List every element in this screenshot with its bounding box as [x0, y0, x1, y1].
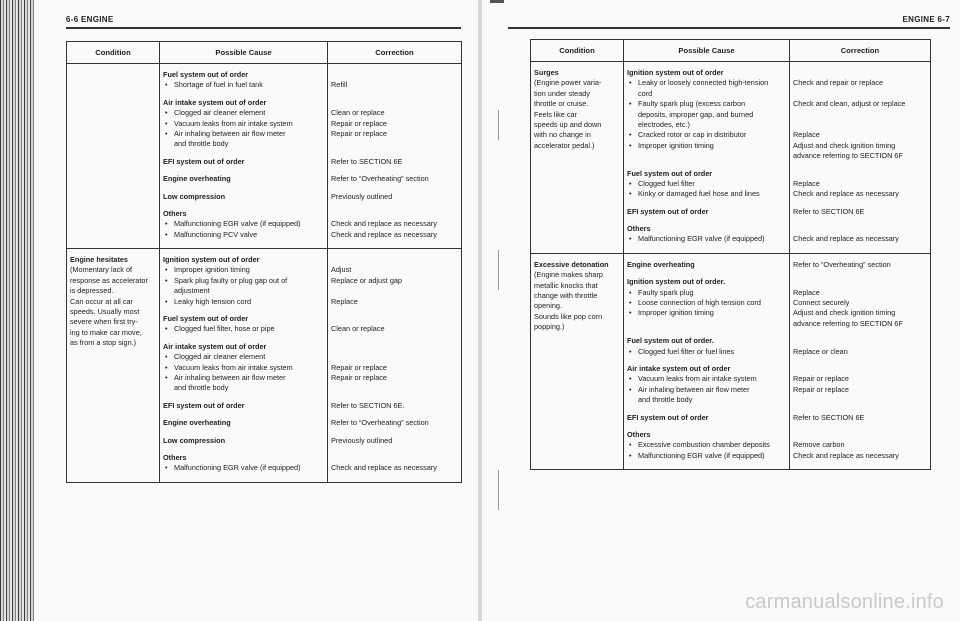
correction-blank — [331, 287, 458, 297]
cause-item-continued: deposits, improper gap, and burned — [638, 110, 754, 119]
cause-item: • Malfunctioning EGR valve (if equipped) — [627, 235, 786, 245]
correction-blank — [331, 454, 458, 464]
correction-item: Clean or replace — [331, 109, 385, 118]
cause-category: EFI system out of order — [163, 157, 245, 166]
spacer — [331, 186, 458, 193]
cause-category: Ignition system out of order. — [627, 278, 726, 287]
spacer — [627, 462, 786, 469]
condition-description: opening. — [534, 302, 562, 311]
spacer — [627, 246, 786, 253]
correction-item: Adjust — [331, 266, 352, 275]
table-body — [67, 64, 462, 483]
spacer — [163, 92, 324, 99]
possible-cause-cell — [624, 62, 790, 254]
spacer — [331, 92, 458, 99]
correction-blank — [793, 337, 927, 347]
cause-category: EFI system out of order — [163, 401, 245, 410]
spacer — [793, 424, 927, 431]
correction-blank — [331, 140, 458, 150]
spacer — [331, 308, 458, 315]
condition-title: Excessive detonation — [534, 260, 609, 269]
spacer — [534, 62, 620, 69]
correction-item: Refer to SECTION 6E — [331, 157, 403, 166]
spacer — [70, 64, 156, 71]
cause-category: Ignition system out of order — [163, 256, 260, 265]
cause-category: EFI system out of order — [627, 207, 709, 216]
column-header-correction: Correction — [328, 42, 462, 64]
condition-description: (Engine makes sharp — [534, 271, 603, 280]
condition-description: speeds up and down — [534, 120, 602, 129]
correction-item: Check and replace as necessary — [793, 235, 899, 244]
cause-item-continued: and throttle body — [174, 384, 229, 393]
spine-mark — [490, 0, 504, 13]
condition-description: accelerator pedal.) — [534, 141, 595, 150]
possible-cause-cell — [624, 253, 790, 469]
book-spine — [478, 0, 482, 621]
cause-category: Fuel system out of order — [627, 169, 713, 178]
correction-item: Repair or replace — [331, 363, 387, 372]
spacer — [163, 64, 324, 71]
spacer — [331, 151, 458, 158]
spacer — [163, 151, 324, 158]
correction-item: Check and repair or replace — [793, 79, 884, 88]
correction-item: Check and replace as necessary — [331, 220, 437, 229]
cause-item: • Malfunctioning PCV valve — [163, 231, 324, 241]
condition-description: tion under steady — [534, 89, 590, 98]
cause-item: • Loose connection of high tension cord — [627, 299, 786, 309]
correction-blank — [331, 256, 458, 266]
correction-item: Refer to “Overheating” section — [331, 175, 429, 184]
spacer — [331, 64, 458, 71]
correction-blank — [793, 170, 927, 180]
spacer — [793, 358, 927, 365]
spacer — [163, 249, 324, 256]
correction-blank — [793, 396, 927, 406]
cause-category: Others — [627, 225, 651, 234]
spacer — [627, 358, 786, 365]
correction-item: Adjust and check ignition timing — [793, 309, 896, 318]
spacer — [331, 168, 458, 175]
condition-description: speeds. Usually most — [70, 308, 140, 317]
correction-item: Replace or adjust gap — [331, 276, 402, 285]
correction-blank — [331, 343, 458, 353]
spacer — [627, 271, 786, 278]
condition-description: ing to make car move, — [70, 328, 142, 337]
correction-item: Connect securely — [793, 299, 850, 308]
condition-description: response as accelerator — [70, 276, 148, 285]
cause-item: • Malfunctioning EGR valve (if equipped) — [163, 464, 324, 474]
condition-description: throttle or cruise. — [534, 100, 589, 109]
cause-item: • Clogged fuel filter, hose or pipe — [163, 325, 324, 335]
cause-item: • Leaky high tension cord — [163, 298, 324, 308]
cause-category: Fuel system out of order — [163, 71, 249, 79]
correction-blank — [793, 225, 927, 235]
correction-item: Repair or replace — [331, 129, 387, 138]
cause-item-continued: and throttle body — [174, 140, 229, 149]
cause-category: Engine overheating — [627, 260, 695, 269]
correction-item: Replace or clean — [793, 347, 848, 356]
condition-description: is depressed. — [70, 287, 114, 296]
cause-item: • Malfunctioning EGR valve (if equipped) — [163, 220, 324, 230]
spacer — [793, 271, 927, 278]
correction-item: Replace — [793, 131, 820, 140]
watermark: carmanualsonline.info — [745, 591, 944, 613]
troubleshooting-table-left — [66, 41, 462, 483]
cause-item: • Faulty spark plug (excess carbon — [627, 100, 786, 110]
cause-item: • Improper ignition timing — [627, 309, 786, 319]
correction-item: Repair or replace — [331, 373, 387, 382]
spacer — [163, 308, 324, 315]
spacer — [627, 201, 786, 208]
spacer — [627, 424, 786, 431]
correction-blank — [331, 99, 458, 109]
cause-category: Air intake system out of order — [163, 342, 267, 351]
cause-item-continued: electrodes, etc.) — [638, 120, 690, 129]
correction-blank — [331, 71, 458, 81]
condition-description: popping.) — [534, 323, 565, 332]
spacer — [163, 447, 324, 454]
spacer — [793, 218, 927, 225]
correction-cell — [328, 249, 462, 483]
correction-item: Previously outlined — [331, 192, 393, 201]
cause-category: Engine overheating — [163, 419, 231, 428]
cause-item: • Air inhaling between air flow meter — [627, 386, 786, 396]
correction-blank — [793, 365, 927, 375]
spacer — [331, 336, 458, 343]
cause-item-continued: and throttle body — [638, 396, 693, 405]
condition-title: Surges — [534, 69, 559, 77]
correction-item: Replace — [331, 297, 358, 306]
header-rule-left — [66, 27, 461, 29]
condition-description: metallic knocks that — [534, 281, 598, 290]
correction-item: Refer to “Overheating” section — [331, 419, 429, 428]
cause-item: • Improper ignition timing — [627, 142, 786, 152]
correction-item: Clean or replace — [331, 325, 385, 334]
spacer — [163, 412, 324, 419]
cause-item: • Cracked rotor or cap in distributor — [627, 131, 786, 141]
condition-description: with no change in — [534, 131, 591, 140]
cause-category: Others — [163, 209, 187, 218]
cause-item: • Excessive combustion chamber deposits — [627, 441, 786, 451]
correction-blank — [331, 210, 458, 220]
page-header-left: 6-6 ENGINE — [66, 15, 114, 24]
spacer — [163, 395, 324, 402]
possible-cause-cell — [160, 64, 328, 249]
spacer — [163, 336, 324, 343]
spacer — [331, 412, 458, 419]
correction-item: Check and replace as necessary — [793, 190, 899, 199]
condition-cell — [531, 253, 624, 469]
spacer — [163, 203, 324, 210]
page-header-right: ENGINE 6-7 — [902, 15, 950, 24]
condition-cell — [531, 62, 624, 254]
spacer — [627, 407, 786, 414]
correction-item: Replace — [793, 179, 820, 188]
cause-item: • Air inhaling between air flow meter — [163, 374, 324, 384]
cause-item-continued: cord — [638, 89, 653, 98]
cause-category: Air intake system out of order — [627, 364, 731, 373]
cause-item: • Shortage of fuel in fuel tank — [163, 81, 324, 91]
cause-category: EFI system out of order — [627, 413, 709, 422]
correction-item: advance referring to SECTION 6F — [793, 319, 903, 328]
correction-item: Repair or replace — [793, 375, 849, 384]
cause-category: Engine overheating — [163, 175, 231, 184]
spacer — [793, 254, 927, 261]
cause-item: • Malfunctioning EGR valve (if equipped) — [627, 452, 786, 462]
column-header-possible-cause: Possible Cause — [160, 42, 328, 64]
cause-item: • Clogged air cleaner element — [163, 353, 324, 363]
condition-group — [531, 253, 931, 469]
spacer — [331, 249, 458, 256]
condition-description: (Engine power varia- — [534, 79, 602, 88]
correction-item: advance referring to SECTION 6F — [793, 152, 903, 161]
spacer — [627, 218, 786, 225]
spacer — [627, 163, 786, 170]
cause-category: Others — [163, 453, 187, 462]
column-header-correction: Correction — [790, 40, 931, 62]
condition-description: change with throttle — [534, 292, 598, 301]
condition-group — [67, 64, 462, 249]
margin-mark — [498, 470, 499, 510]
cause-category: Low compression — [163, 436, 226, 445]
spacer — [163, 430, 324, 437]
cause-item: • Faulty spark plug — [627, 289, 786, 299]
correction-item: Repair or replace — [793, 385, 849, 394]
cause-item: • Clogged fuel filter or fuel lines — [627, 348, 786, 358]
cause-item-continued: adjustment — [174, 287, 210, 296]
cause-item: • Vacuum leaks from air intake system — [163, 120, 324, 130]
condition-group — [67, 249, 462, 483]
correction-item: Check and clean, adjust or replace — [793, 100, 906, 109]
correction-item: Adjust and check ignition timing — [793, 141, 896, 150]
spacer — [331, 203, 458, 210]
spacer — [163, 241, 324, 248]
cause-item: • Spark plug faulty or plug gap out of — [163, 277, 324, 287]
condition-title: Engine hesitates — [70, 256, 128, 265]
cause-item: • Clogged air cleaner element — [163, 109, 324, 119]
header-rule-right — [508, 27, 950, 29]
correction-item: Refer to SECTION 6E — [793, 207, 865, 216]
cause-item: • Leaky or loosely connected high-tension — [627, 79, 786, 89]
correction-cell — [790, 253, 931, 469]
cause-item: • Kinky or damaged fuel hose and lines — [627, 190, 786, 200]
spacer — [70, 249, 156, 256]
spacer — [331, 430, 458, 437]
correction-item: Refer to SECTION 6E — [793, 413, 865, 422]
spacer — [331, 395, 458, 402]
correction-blank — [793, 431, 927, 441]
troubleshooting-table-right — [530, 39, 931, 470]
spacer — [793, 330, 927, 337]
correction-item: Repair or replace — [331, 119, 387, 128]
correction-blank — [331, 315, 458, 325]
condition-description: Can occur at all car — [70, 297, 133, 306]
cause-category: Others — [627, 430, 651, 439]
column-header-possible-cause: Possible Cause — [624, 40, 790, 62]
condition-cell — [67, 249, 160, 483]
binding-edge — [0, 0, 34, 621]
cause-item: • Air inhaling between air flow meter — [163, 130, 324, 140]
correction-item: Check and replace as necessary — [331, 230, 437, 239]
correction-item: Check and replace as necessary — [793, 451, 899, 460]
correction-blank — [331, 353, 458, 363]
correction-item: Remove carbon — [793, 441, 845, 450]
spacer — [793, 163, 927, 170]
spacer — [627, 330, 786, 337]
spacer — [163, 186, 324, 193]
correction-cell — [328, 64, 462, 249]
spacer — [793, 62, 927, 69]
cause-item: • Vacuum leaks from air intake system — [163, 364, 324, 374]
cause-category: Fuel system out of order — [163, 315, 249, 324]
condition-description: Feels like car — [534, 110, 577, 119]
condition-group — [531, 62, 931, 254]
cause-blank — [627, 152, 786, 162]
cause-blank — [627, 320, 786, 330]
correction-item: Replace — [793, 288, 820, 297]
spacer — [793, 201, 927, 208]
spacer — [163, 475, 324, 482]
correction-blank — [793, 278, 927, 288]
correction-blank — [331, 384, 458, 394]
table-body — [531, 62, 931, 470]
correction-blank — [793, 90, 927, 100]
spacer — [331, 447, 458, 454]
correction-blank — [793, 121, 927, 131]
correction-cell — [790, 62, 931, 254]
margin-mark — [498, 250, 499, 290]
correction-blank — [793, 111, 927, 121]
cause-category: Fuel system out of order. — [627, 337, 714, 346]
condition-description: Sounds like pop corn — [534, 312, 603, 321]
correction-item: Refill — [331, 81, 348, 90]
cause-item: • Clogged fuel filter — [627, 180, 786, 190]
correction-item: Previously outlined — [331, 436, 393, 445]
condition-description: as from a stop sign.) — [70, 339, 137, 348]
correction-item: Refer to SECTION 6E. — [331, 401, 405, 410]
cause-category: Low compression — [163, 192, 226, 201]
spacer — [793, 407, 927, 414]
possible-cause-cell — [160, 249, 328, 483]
margin-mark — [498, 110, 499, 140]
spacer — [627, 254, 786, 261]
condition-description: (Momentary lack of — [70, 266, 133, 275]
cause-item: • Improper ignition timing — [163, 266, 324, 276]
correction-item: Refer to “Overheating” section — [793, 260, 891, 269]
spacer — [627, 62, 786, 69]
condition-description: severe when first try- — [70, 318, 138, 327]
cause-category: Ignition system out of order — [627, 69, 724, 77]
spacer — [163, 168, 324, 175]
spacer — [534, 254, 620, 261]
condition-cell — [67, 64, 160, 249]
cause-item: • Vacuum leaks from air intake system — [627, 375, 786, 385]
correction-blank — [793, 69, 927, 79]
correction-item: Check and replace as necessary — [331, 464, 437, 473]
cause-category: Air intake system out of order — [163, 98, 267, 107]
column-header-condition: Condition — [531, 40, 624, 62]
column-header-condition: Condition — [67, 42, 160, 64]
